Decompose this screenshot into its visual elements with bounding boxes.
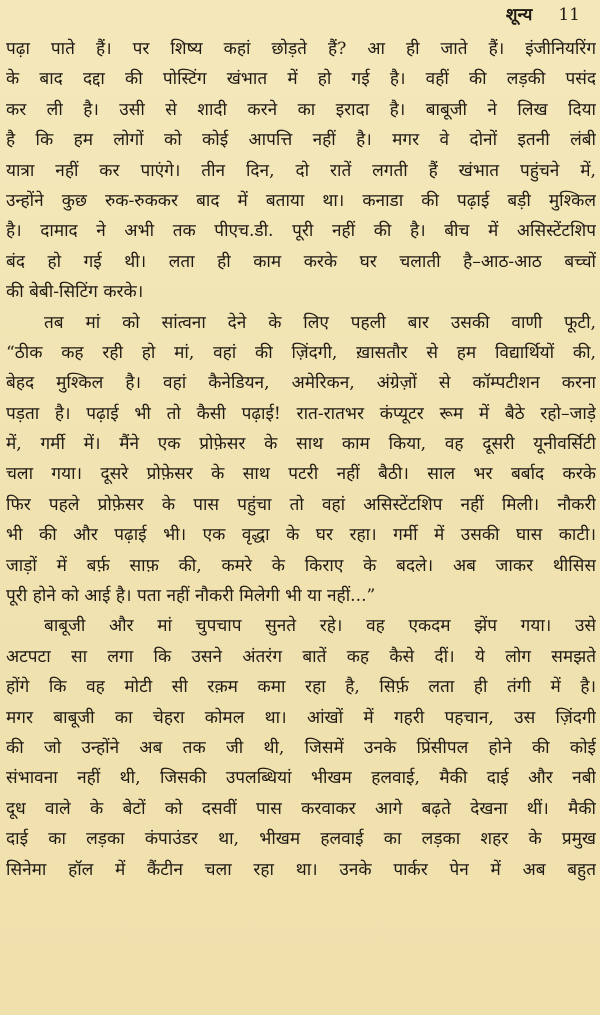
text-line: दाई का लड़का कंपाउंडर था, भीखम हलवाई का लड़का शहर के प्रमुख xyxy=(6,829,596,850)
text-line: सिनेमा हॉल में कैंटीन चला रहा था। उनके पार्कर पेन में अब बहुत xyxy=(6,859,596,880)
text-line: पढ़ा पाते हैं। पर शिष्य कहां छोड़ते हैं? आ ही जाते हैं। इंजीनियरिंग xyxy=(6,39,596,59)
text-line: बंद हो गई थी। लता ही काम करके घर चलाती है–आठ-आठ बच्चों xyxy=(6,251,596,272)
text-line: तब मां को सांत्वना देने के लिए पहली बार उसकी वाणी फूटी, xyxy=(44,312,596,333)
text-line: फिर पहले प्रोफ़ेसर के पास पहुंचा तो वहां असिस्टेंटशिप नहीं मिली। नौकरी xyxy=(6,494,596,515)
text-line: संभावना नहीं थी, जिसकी उपलब्धियां भीखम हलवाई, मैकी दाई और नबी xyxy=(6,768,596,789)
paragraph xyxy=(6,34,596,308)
text-line: की जो उन्होंने अब तक जी थी, जिसमें उनके प्रिंसीपल होने की कोई xyxy=(6,737,596,758)
running-header xyxy=(506,2,580,28)
text-line: होंगे कि वह मोटी सी रक़म कमा रहा है, सिर्फ़ लता ही तंगी में है। xyxy=(6,677,596,698)
text-line: पूरी होने को आई है। पता नहीं नौकरी मिलेगी भी या नहीं...” xyxy=(6,586,376,607)
text-line: यात्रा नहीं कर पाएंगे। तीन दिन, दो रातें लगती हैं खंभात पहुंचने में, xyxy=(6,160,596,181)
text-line: दूध वाले के बेटों को दसवीं पास करवाकर आगे बढ़ते देखना थीं। मैकी xyxy=(6,798,596,819)
text-line: में, गर्मी में। मैंने एक प्रोफ़ेसर के साथ काम किया, वह दूसरी यूनीवर्सिटी xyxy=(6,434,596,455)
text-line: मगर बाबूजी का चेहरा कोमल था। आंखों में गहरी पहचान, उस ज़िंदगी xyxy=(6,707,596,728)
text-line: उन्होंने कुछ रुक-रुककर बाद में बताया था। कनाडा की पढ़ाई बड़ी मुश्किल xyxy=(6,190,596,211)
text-line: “ठीक कह रही हो मां, वहां की ज़िंदगी, ख़ासतौर से हम विद्यार्थियों की, xyxy=(6,342,596,363)
text-line: चला गया। दूसरे प्रोफ़ेसर के साथ पटरी नहीं बैठी। साल भर बर्बाद करके xyxy=(6,464,596,485)
text-line: के बाद दद्दा की पोस्टिंग खंभात में हो गई है। वहीं की लड़की पसंद xyxy=(6,69,596,90)
text-line: है। दामाद ने अभी तक पीएच.डी. पूरी नहीं की है। बीच में असिस्टेंटशिप xyxy=(6,221,596,242)
text-line: है कि हम लोगों को कोई आपत्ति नहीं है। मगर वे दोनों इतनी लंबी xyxy=(6,130,596,151)
text-line: बाबूजी और मां चुपचाप सुनते रहे। वह एकदम झेंप गया। उसे xyxy=(44,616,596,637)
running-title: शून्य xyxy=(505,5,533,25)
paragraph xyxy=(6,308,596,612)
paragraph xyxy=(6,611,596,885)
text-line: अटपटा सा लगा कि उसने अंतरंग बातें कह कैसे दीं। ये लोग समझते xyxy=(6,646,596,667)
text-line: की बेबी-सिटिंग करके। xyxy=(6,282,144,303)
body-text xyxy=(6,34,596,885)
text-line: बेहद मुश्किल है। वहां कैनेडियन, अमेरिकन, अंग्रेज़ों से कॉम्पटीशन करना xyxy=(6,373,596,394)
page-number: 11 xyxy=(558,5,580,25)
text-line: भी की और पढ़ाई भी। एक वृद्धा के घर रहा। गर्मी में उसकी घास काटी। xyxy=(6,525,596,546)
text-line: कर ली है। उसी से शादी करने का इरादा है। बाबूजी ने लिख दिया xyxy=(6,99,596,120)
text-line: पड़ता है। पढ़ाई भी तो कैसी पढ़ाई! रात-रातभर कंप्यूटर रूम में बैठे रहो–जाड़े xyxy=(6,403,596,424)
text-line: जाड़ों में बर्फ़ साफ़ की, कमरे के किराए के बदले। अब जाकर थीसिस xyxy=(6,555,596,576)
